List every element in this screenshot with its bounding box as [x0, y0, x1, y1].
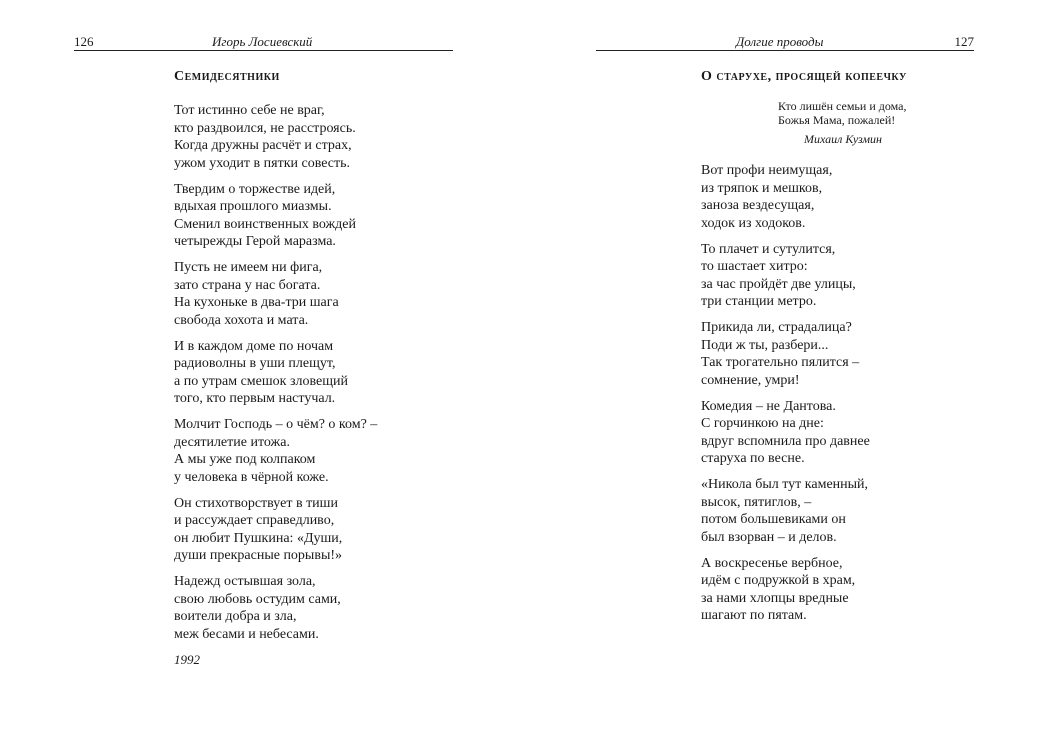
poem-line: Пусть не имеем ни фига, [174, 260, 323, 275]
running-head-author: Игорь Лосиевский [212, 34, 313, 49]
poem-line: он любит Пушкина: «Души, [174, 530, 343, 546]
poem-line: шагают по пятам. [701, 608, 807, 623]
epigraph-line: Божья Мама, пожалей! [778, 113, 896, 127]
poem-line: Комедия – не Дантова. [701, 398, 836, 414]
poem-title-left: Семидесятники [174, 69, 280, 84]
stanza [174, 338, 377, 408]
stanza [174, 416, 377, 486]
stanza [701, 241, 870, 311]
epigraph-author: Михаил Кузмин [804, 132, 883, 146]
poem-line: потом большевиками он [701, 512, 846, 527]
poem-line: Вот профи неимущая, [701, 163, 833, 178]
stanza [701, 398, 870, 468]
poem-line: то шастает хитро: [701, 259, 808, 274]
stanza [701, 476, 870, 546]
stanza [174, 181, 377, 251]
running-head-book-title: Долгие проводы [736, 34, 824, 49]
poem-line: С горчинкою на дне: [701, 416, 824, 431]
poem-line: сомнение, умри! [701, 372, 800, 388]
poem-line: старуха по весне. [701, 451, 805, 466]
poem-line: воители добра и зла, [174, 609, 297, 624]
poem-line: за час пройдёт две улицы, [701, 276, 856, 292]
poem-line: свобода хохота и мата. [174, 312, 309, 328]
poem-line: десятилетие итожа. [174, 434, 290, 450]
poem-line: четырежды Герой маразма. [174, 234, 336, 249]
poem-line: свою любовь остудим сами, [174, 591, 341, 607]
stanza [174, 573, 377, 643]
poem-body-left [174, 102, 377, 652]
poem-line: Твердим о торжестве идей, [174, 181, 336, 197]
poem-line: Так трогательно пялится – [701, 355, 860, 370]
poem-line: А мы уже под колпаком [174, 452, 316, 467]
poem-line: Молчит Господь – о чём? о ком? – [174, 417, 378, 432]
poem-line: три станции метро. [701, 294, 817, 309]
poem-line: у человека в чёрной коже. [174, 469, 329, 485]
poem-line: А воскресенье вербное, [701, 555, 843, 571]
poem-line: того, кто первым настучал. [174, 391, 336, 406]
poem-body-right [701, 162, 870, 633]
epigraph-line: Кто лишён семьи и дома, [778, 99, 907, 113]
poem-line: был взорван – и делов. [701, 529, 837, 545]
stanza [701, 162, 870, 232]
poem-line: Прикида ли, страдалица? [701, 320, 852, 335]
running-head-left [74, 33, 453, 51]
poem-line: из тряпок и мешков, [701, 180, 823, 196]
page-number-right: 127 [954, 34, 974, 49]
poem-line: ужом уходит в пятки совесть. [174, 155, 351, 171]
poem-line: меж бесами и небесами. [174, 626, 319, 642]
stanza [174, 259, 377, 329]
poem-date: 1992 [174, 652, 200, 667]
epigraph [778, 99, 906, 127]
stanza [174, 495, 377, 565]
stanza [701, 555, 870, 625]
left-page [0, 0, 526, 744]
poem-line: То плачет и сутулится, [701, 241, 836, 257]
poem-line: души прекрасные порывы!» [174, 548, 343, 563]
poem-line: Сменил воинственных вождей [174, 216, 357, 232]
poem-line: вдыхая прошлого миазмы. [174, 199, 332, 214]
running-head-right [596, 33, 974, 51]
poem-line: И в каждом доме по ночам [174, 338, 334, 354]
poem-line: На кухоньке в два-три шага [174, 295, 339, 310]
poem-line: радиоволны в уши плещут, [174, 356, 336, 371]
right-page [526, 0, 1053, 744]
poem-line: Он стихотворствует в тиши [174, 495, 338, 511]
poem-line: зато страна у нас богата. [174, 277, 321, 293]
poem-line: а по утрам смешок зловещий [174, 373, 348, 389]
poem-line: Поди ж ты, разбери... [701, 337, 829, 353]
poem-line: за нами хлопцы вредные [701, 590, 849, 606]
poem-line: и рассуждает справедливо, [174, 513, 335, 528]
poem-line: «Никола был тут каменный, [701, 477, 869, 492]
poem-title-right: О старухе, просящей копеечку [701, 69, 907, 84]
poem-line: ходок из ходоков. [701, 215, 806, 231]
poem-line: Когда дружны расчёт и страх, [174, 138, 352, 153]
poem-line: идём с подружкой в храм, [701, 573, 856, 588]
stanza [701, 319, 870, 389]
poem-line: Тот истинно себе не враг, [174, 103, 325, 118]
stanza [174, 102, 377, 172]
page-number-left: 126 [74, 34, 94, 49]
poem-line: высок, пятиглов, – [701, 494, 812, 510]
poem-line: заноза вездесущая, [701, 198, 815, 213]
poem-line: вдруг вспомнила про давнее [701, 433, 870, 449]
poem-line: Надежд остывшая зола, [174, 574, 316, 589]
poem-line: кто раздвоился, не расстроясь. [174, 120, 356, 136]
